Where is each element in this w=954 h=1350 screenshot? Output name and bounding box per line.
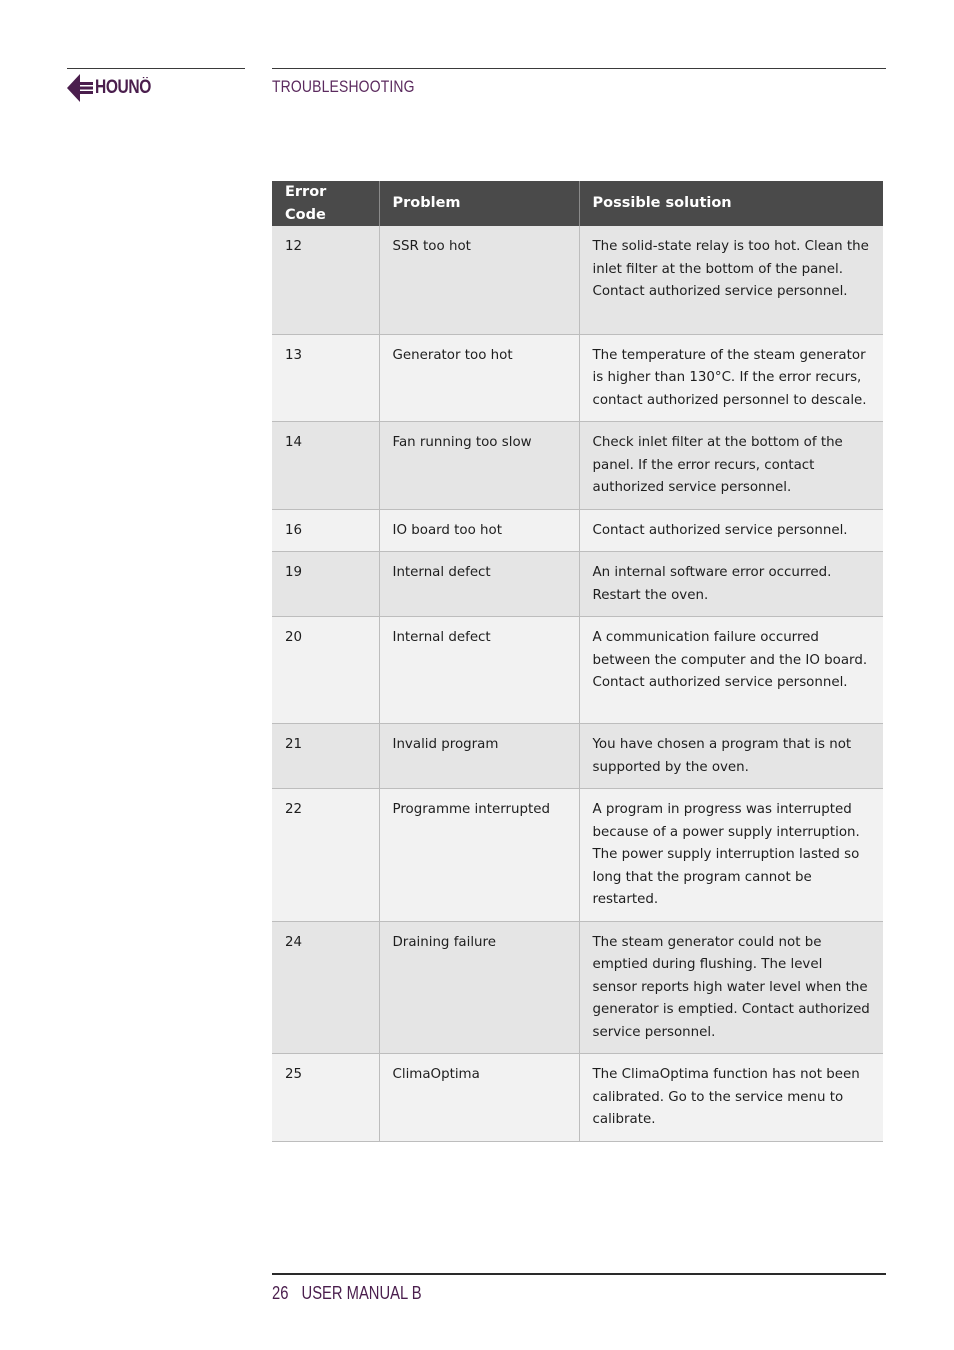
table-row bbox=[272, 789, 883, 922]
section-title: TROUBLESHOOTING bbox=[272, 77, 415, 96]
solution-cell: An internal software error occurred. Restart the oven. bbox=[579, 552, 883, 617]
problem-cell: Generator too hot bbox=[379, 334, 579, 422]
table-row bbox=[272, 509, 883, 552]
solution-cell: The ClimaOptima function has not been calibrated. Go to the service menu to calibrate. bbox=[579, 1054, 883, 1142]
error-code-cell: 22 bbox=[272, 789, 379, 922]
solution-cell: Contact authorized service personnel. bbox=[579, 509, 883, 552]
manual-title: USER MANUAL B bbox=[301, 1283, 422, 1303]
table-row bbox=[272, 724, 883, 789]
table-header-row bbox=[272, 181, 883, 226]
solution-cell: Check inlet filter at the bottom of the panel. If the error recurs, contact authorized service personnel. bbox=[579, 422, 883, 510]
brand-logo bbox=[67, 74, 163, 102]
solution-cell: A communication failure occurred between the computer and the IO board. Contact authorized service personnel. bbox=[579, 617, 883, 724]
solution-cell: The temperature of the steam generator is higher than 130°C. If the error recurs, contact authorized personnel to descale. bbox=[579, 334, 883, 422]
error-code-cell: 25 bbox=[272, 1054, 379, 1142]
problem-cell: SSR too hot bbox=[379, 226, 579, 334]
problem-cell: ClimaOptima bbox=[379, 1054, 579, 1142]
solution-cell: You have chosen a program that is not supported by the oven. bbox=[579, 724, 883, 789]
table-row bbox=[272, 921, 883, 1054]
column-header-error-code: Error Code bbox=[272, 181, 379, 226]
houno-logo-icon bbox=[67, 74, 93, 102]
table-row bbox=[272, 226, 883, 334]
column-header-possible-solution: Possible solution bbox=[579, 181, 883, 226]
error-code-cell: 24 bbox=[272, 921, 379, 1054]
error-code-cell: 19 bbox=[272, 552, 379, 617]
solution-cell: The steam generator could not be emptied during flushing. The level sensor reports high water level when the generator is emptied. Contact authorized service personnel. bbox=[579, 921, 883, 1054]
problem-cell: Invalid program bbox=[379, 724, 579, 789]
brand-name: HOUNÖ bbox=[95, 77, 151, 98]
problem-cell: Fan running too slow bbox=[379, 422, 579, 510]
error-code-cell: 14 bbox=[272, 422, 379, 510]
table-row bbox=[272, 1054, 883, 1142]
problem-cell: Programme interrupted bbox=[379, 789, 579, 922]
footer-rule bbox=[272, 1273, 886, 1275]
header-rule-left bbox=[67, 68, 245, 69]
error-code-table bbox=[272, 181, 883, 1142]
column-header-problem: Problem bbox=[379, 181, 579, 226]
header-rule-right bbox=[272, 68, 886, 69]
error-code-cell: 16 bbox=[272, 509, 379, 552]
solution-cell: A program in progress was interrupted because of a power supply interruption. The power supply interruption lasted so long that the program cannot be restarted. bbox=[579, 789, 883, 922]
error-code-cell: 20 bbox=[272, 617, 379, 724]
problem-cell: Draining failure bbox=[379, 921, 579, 1054]
problem-cell: Internal defect bbox=[379, 552, 579, 617]
problem-cell: IO board too hot bbox=[379, 509, 579, 552]
page-footer bbox=[272, 1283, 422, 1304]
page-number: 26 bbox=[272, 1283, 289, 1303]
table-row bbox=[272, 422, 883, 510]
table-row bbox=[272, 552, 883, 617]
table-row bbox=[272, 334, 883, 422]
error-code-cell: 13 bbox=[272, 334, 379, 422]
error-code-cell: 12 bbox=[272, 226, 379, 334]
table-row bbox=[272, 617, 883, 724]
problem-cell: Internal defect bbox=[379, 617, 579, 724]
error-code-cell: 21 bbox=[272, 724, 379, 789]
solution-cell: The solid-state relay is too hot. Clean the inlet filter at the bottom of the panel. Contact authorized service personnel. bbox=[579, 226, 883, 334]
